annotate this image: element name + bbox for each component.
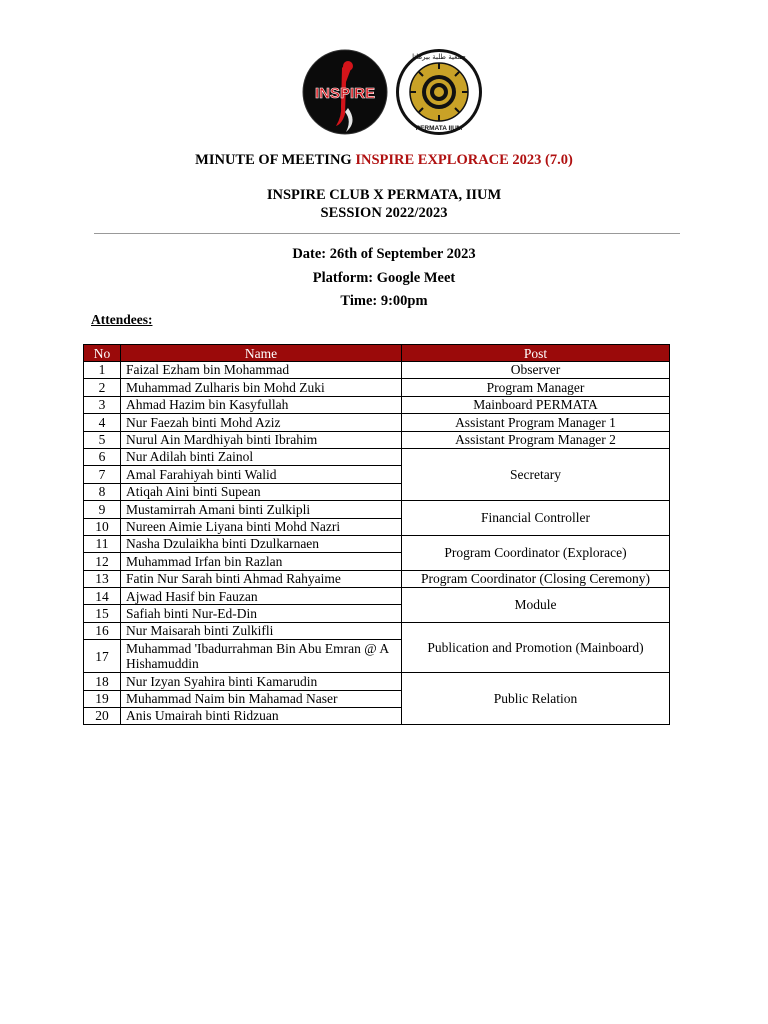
- row-name: Nur Maisarah binti Zulkifli: [121, 622, 402, 639]
- header-post: Post: [402, 345, 670, 362]
- row-no: 18: [84, 673, 121, 690]
- document-title: [0, 152, 768, 169]
- row-name: Nur Faezah binti Mohd Aziz: [121, 414, 402, 431]
- row-no: 14: [84, 588, 121, 605]
- table-row: [84, 414, 670, 431]
- row-no: 11: [84, 535, 121, 552]
- header-name: Name: [121, 345, 402, 362]
- attendees-table: [83, 344, 670, 725]
- table-row: [84, 362, 670, 379]
- row-no: 9: [84, 501, 121, 518]
- row-name: Mustamirrah Amani binti Zulkipli: [121, 501, 402, 518]
- row-name: Muhammad 'Ibadurrahman Bin Abu Emran @ A Hishamuddin: [121, 640, 402, 673]
- meeting-time: Time: 9:00pm: [340, 293, 428, 309]
- divider: [94, 233, 680, 234]
- row-name: Ahmad Hazim bin Kasyfullah: [121, 396, 402, 413]
- row-post: Observer: [402, 362, 670, 379]
- row-name: Anis Umairah binti Ridzuan: [121, 708, 402, 725]
- meeting-date: Date: 26th of September 2023: [292, 246, 476, 262]
- row-no: 19: [84, 690, 121, 707]
- row-post: Module: [402, 588, 670, 623]
- permata-logo: [395, 46, 483, 138]
- row-no: 1: [84, 362, 121, 379]
- row-no: 7: [84, 466, 121, 483]
- row-no: 2: [84, 379, 121, 396]
- title-prefix: MINUTE OF MEETING: [195, 152, 356, 168]
- row-no: 16: [84, 622, 121, 639]
- row-no: 10: [84, 518, 121, 535]
- table-row: [84, 379, 670, 396]
- meeting-platform: Platform: Google Meet: [312, 270, 456, 286]
- row-post: Financial Controller: [402, 501, 670, 536]
- logo-bar: [0, 46, 768, 140]
- inspire-logo: [302, 46, 388, 138]
- table-header-row: [84, 345, 670, 362]
- row-post: Public Relation: [402, 673, 670, 725]
- row-name: Ajwad Hasif bin Fauzan: [121, 588, 402, 605]
- row-post: Program Coordinator (Explorace): [402, 535, 670, 570]
- row-name: Nur Izyan Syahira binti Kamarudin: [121, 673, 402, 690]
- row-name: Nasha Dzulaikha binti Dzulkarnaen: [121, 535, 402, 552]
- document-subtitle: [0, 186, 768, 222]
- session-line: SESSION 2022/2023: [320, 205, 448, 221]
- row-name: Fatin Nur Sarah binti Ahmad Rahyaime: [121, 570, 402, 587]
- permata-logo-caption: PERMATA IIUM: [415, 125, 463, 132]
- row-no: 15: [84, 605, 121, 622]
- row-post: Program Coordinator (Closing Ceremony): [402, 570, 670, 587]
- attendees-heading: Attendees:: [91, 312, 153, 327]
- row-name: Atiqah Aini binti Supean: [121, 483, 402, 500]
- row-no: 17: [84, 640, 121, 673]
- title-highlight: INSPIRE EXPLORACE 2023 (7.0): [355, 152, 573, 168]
- table-row: [84, 570, 670, 587]
- row-name: Nureen Aimie Liyana binti Mohd Nazri: [121, 518, 402, 535]
- row-no: 4: [84, 414, 121, 431]
- row-post: Mainboard PERMATA: [402, 396, 670, 413]
- row-name: Faizal Ezham bin Mohammad: [121, 362, 402, 379]
- table-row: [84, 448, 670, 465]
- row-name: Nur Adilah binti Zainol: [121, 448, 402, 465]
- row-no: 8: [84, 483, 121, 500]
- row-name: Muhammad Zulharis bin Mohd Zuki: [121, 379, 402, 396]
- table-row: [84, 673, 670, 690]
- row-post: Secretary: [402, 448, 670, 500]
- org-line: INSPIRE CLUB X PERMATA, IIUM: [266, 187, 502, 203]
- row-no: 3: [84, 396, 121, 413]
- table-row: [84, 501, 670, 518]
- header-no: No: [84, 345, 121, 362]
- table-row: [84, 622, 670, 639]
- row-name: Muhammad Irfan bin Razlan: [121, 553, 402, 570]
- row-post: Assistant Program Manager 2: [402, 431, 670, 448]
- row-post: Publication and Promotion (Mainboard): [402, 622, 670, 672]
- table-row: [84, 431, 670, 448]
- table-row: [84, 396, 670, 413]
- table-row: [84, 535, 670, 552]
- row-name: Safiah binti Nur-Ed-Din: [121, 605, 402, 622]
- row-no: 12: [84, 553, 121, 570]
- row-no: 5: [84, 431, 121, 448]
- row-name: Muhammad Naim bin Mahamad Naser: [121, 690, 402, 707]
- row-no: 6: [84, 448, 121, 465]
- row-post: Assistant Program Manager 1: [402, 414, 670, 431]
- permata-logo-arabic: جمعية طلبة بيرماتا: [412, 53, 466, 61]
- row-no: 20: [84, 708, 121, 725]
- row-no: 13: [84, 570, 121, 587]
- row-name: Nurul Ain Mardhiyah binti Ibrahim: [121, 431, 402, 448]
- row-post: Program Manager: [402, 379, 670, 396]
- inspire-logo-text: INSPIRE: [314, 85, 376, 102]
- table-row: [84, 588, 670, 605]
- row-name: Amal Farahiyah binti Walid: [121, 466, 402, 483]
